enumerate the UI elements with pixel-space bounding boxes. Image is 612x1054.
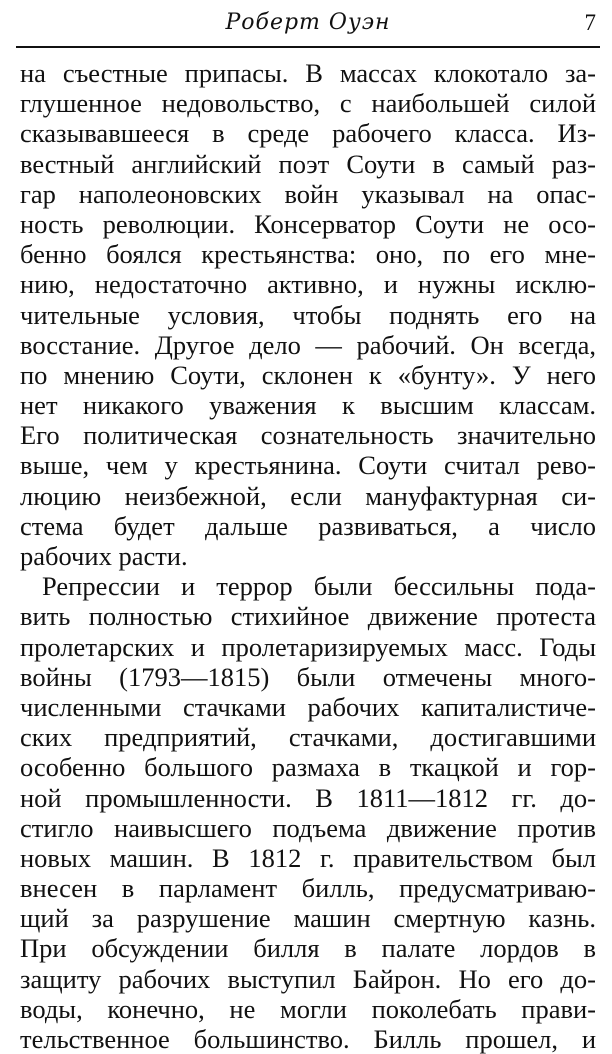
text-line: внесен в парламент билль, предусматриваю-	[20, 873, 596, 904]
text-line: пролетарских и пролетаризируемых масс. Годы	[20, 631, 596, 662]
paragraph-start-line: Репрессии и террор были бессильны пода-	[42, 571, 596, 602]
text-line: защиту рабочих выступил Байрон. Но его до-	[20, 963, 596, 994]
text-line: вить полностью стихийное движение протеста	[20, 601, 596, 632]
text-line: ских предприятий, стачками, достигавшими	[20, 722, 596, 753]
text-line: выше, чем у крестьянина. Соути считал рево-	[20, 450, 596, 481]
text-line: ность революции. Консерватор Соути не осо-	[20, 208, 596, 239]
text-line: по мнению Соути, склонен к «бунту». У него	[20, 359, 596, 390]
text-line: ной промышленности. В 1811—1812 гг. до-	[20, 782, 596, 813]
text-line: особенно большого размаха в ткацкой и гор-	[20, 752, 596, 783]
text-line: стема будет дальше развиваться, а число	[20, 510, 596, 541]
text-line: воды, конечно, не могли поколебать прави-	[20, 993, 596, 1024]
text-line: гар наполеоновских войн указывал на опас-	[20, 178, 596, 209]
running-head: Роберт Оуэн	[225, 10, 391, 35]
text-line: тельственное большинство. Билль прошел, и	[20, 1024, 596, 1054]
page-header	[16, 8, 600, 44]
paragraph-end-line: рабочих расти.	[20, 541, 188, 571]
text-line: стигло наивысшего подъема движение против	[20, 812, 596, 843]
text-line: бенно боялся крестьянства: оно, по его мне-	[20, 239, 596, 270]
text-line: вестный английский поэт Соути в самый раз-	[20, 148, 596, 179]
header-rule	[16, 46, 600, 48]
text-line: глушенное недовольство, с наибольшей силой	[20, 88, 596, 119]
text-line: нет никакого уважения к высшим классам.	[20, 390, 596, 421]
page-number: 7	[584, 10, 596, 35]
text-line: сказывавшееся в среде рабочего класса. Из-	[20, 118, 596, 149]
text-line: чительные условия, чтобы поднять его на	[20, 299, 596, 330]
text-line: нию, недостаточно активно, и нужны исклю-	[20, 269, 596, 300]
text-line: щий за разрушение машин смертную казнь.	[20, 903, 596, 934]
text-line: новых машин. В 1812 г. правительством был	[20, 842, 596, 873]
text-line: численными стачками рабочих капиталистиче-	[20, 691, 596, 722]
text-line: Его политическая сознательность значительно	[20, 420, 596, 451]
text-line: войны (1793—1815) были отмечены много-	[20, 661, 596, 692]
text-line: восстание. Другое дело — рабочий. Он всегда,	[20, 329, 596, 360]
text-line: люцию неизбежной, если мануфактурная си-	[20, 480, 596, 511]
text-line: При обсуждении билля в палате лордов в	[20, 933, 596, 964]
text-line: на съестные припасы. В массах клокотало за-	[20, 58, 596, 88]
body-text	[20, 58, 596, 1054]
